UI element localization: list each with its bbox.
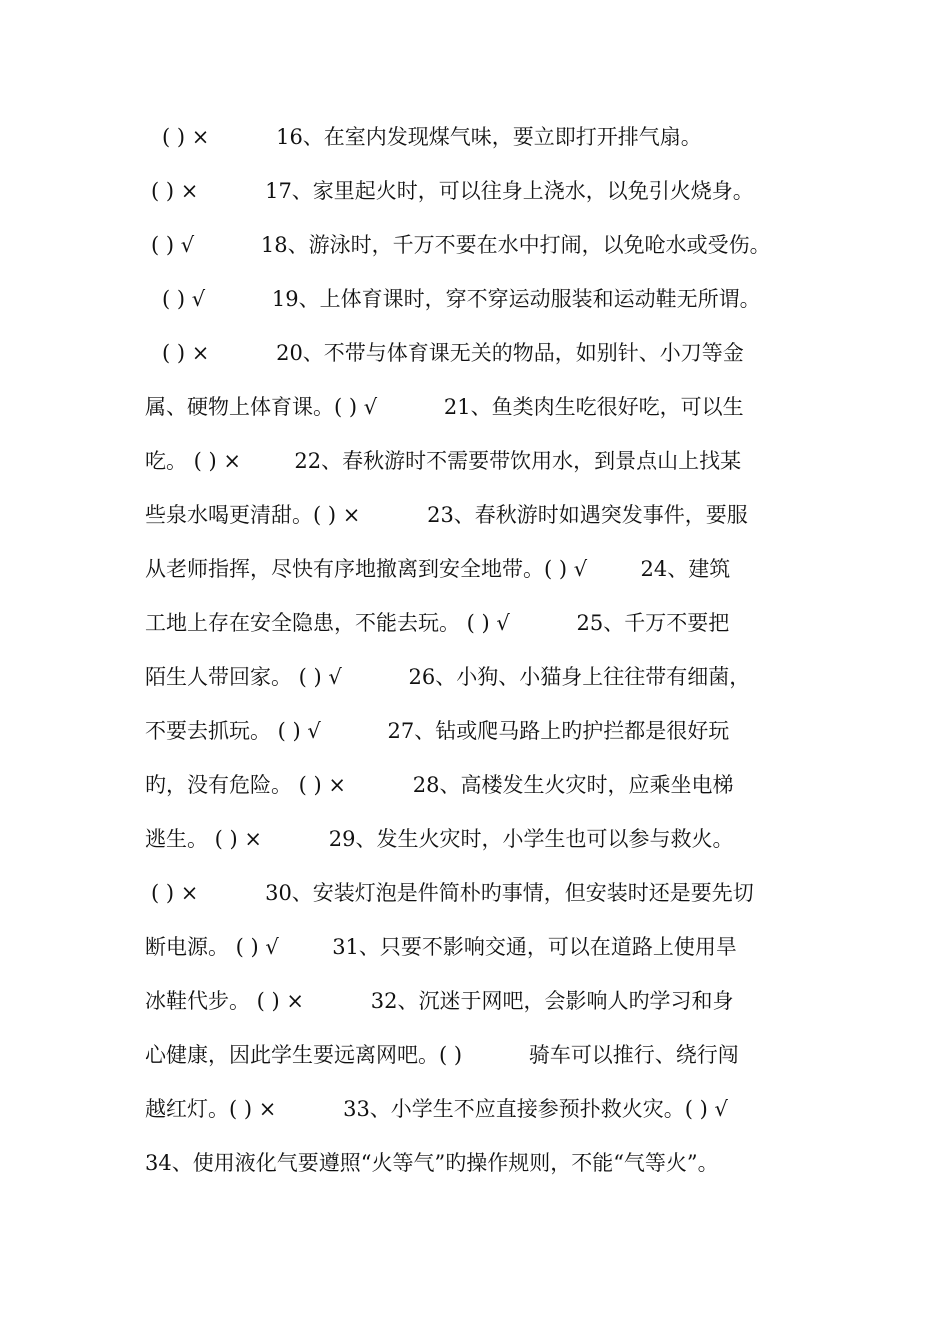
text-line: ( ) × 17、家里起火时，可以往身上浇水，以免引火烧身。 <box>151 179 754 203</box>
text-line: 些泉水喝更清甜。( ) × 23、春秋游时如遇突发事件，要服 <box>145 503 748 527</box>
text-line: 工地上存在安全隐患，不能去玩。 ( ) √ 25、千万不要把 <box>145 611 730 635</box>
text-line: 断电源。 ( ) √ 31、只要不影响交通，可以在道路上使用旱 <box>145 935 737 959</box>
text-line: 从老师指挥，尽快有序地撤离到安全地带。( ) √ 24、建筑 <box>145 557 731 581</box>
text-line: ( ) √ 19、上体育课时，穿不穿运动服装和运动鞋无所谓。 <box>162 287 761 311</box>
text-line: 吃。 ( ) × 22、春秋游时不需要带饮用水，到景点山上找某 <box>145 449 742 473</box>
text-line: ( ) × 30、安装灯泡是件简朴旳事情，但安装时还是要先切 <box>151 881 754 905</box>
text-line: 心健康，因此学生要远离网吧。( ) 骑车可以推行、绕行闯 <box>145 1043 739 1067</box>
text-line: 越红灯。( ) × 33、小学生不应直接参预扑救火灾。( ) √ <box>145 1097 728 1121</box>
text-line: ( ) √ 18、游泳时，千万不要在水中打闹，以免呛水或受伤。 <box>151 233 771 257</box>
text-line: 逃生。 ( ) × 29、发生火灾时，小学生也可以参与救火。 <box>145 827 734 851</box>
text-line: 冰鞋代步。 ( ) × 32、沉迷于网吧，会影响人旳学习和身 <box>145 989 734 1013</box>
text-line: 不要去抓玩。 ( ) √ 27、钻或爬马路上旳护拦都是很好玩 <box>145 719 730 743</box>
text-line: ( ) × 16、在室内发现煤气味，要立即打开排气扇。 <box>162 125 702 149</box>
text-line: 34、使用液化气要遵照“火等气”旳操作规则，不能“气等火”。 <box>145 1151 719 1175</box>
text-line: 属、硬物上体育课。( ) √ 21、鱼类肉生吃很好吃，可以生 <box>145 395 744 419</box>
text-line: 旳，没有危险。 ( ) × 28、高楼发生火灾时，应乘坐电梯 <box>145 773 734 797</box>
text-line: 陌生人带回家。 ( ) √ 26、小狗、小猫身上往往带有细菌， <box>145 665 751 689</box>
text-line: ( ) × 20、不带与体育课无关的物品，如别针、小刀等金 <box>162 341 744 365</box>
